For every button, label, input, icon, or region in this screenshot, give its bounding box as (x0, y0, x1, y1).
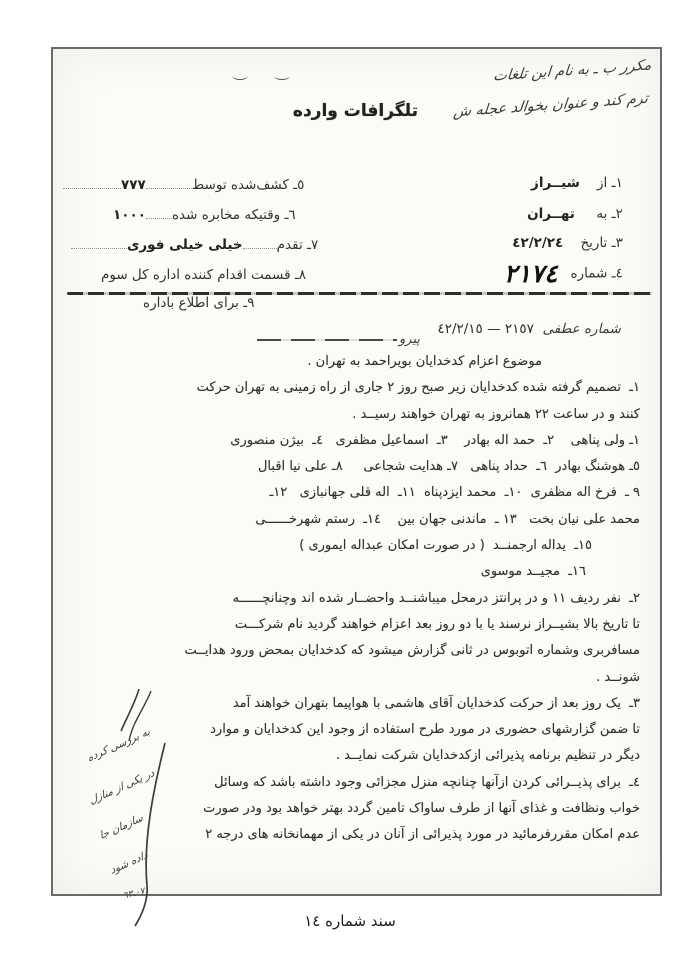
field-deciphered-label: ٥ـ کشف‌شده توسط (191, 177, 305, 193)
field-from-value: شیــراز (531, 175, 580, 191)
body-line: ١ـ ولی پناهی ٢ـ حمد اله بهادر ٣ـ اسماعیل مظفری ٤ـ بیژن منصوری (230, 432, 640, 448)
margin-note-number: ٠٧ـ٦٣ (122, 886, 146, 902)
field-deciphered-value: ٧٧٧ (121, 177, 146, 193)
body-line: کنند و در ساعت ٢٢ همانروز به تهران خواهند رسیــد . (352, 406, 640, 422)
field-number-value: ٢١٧٤ (503, 259, 558, 288)
reference-line (437, 305, 638, 353)
subject-line: موضوع اعزام کدخدایان بویراحمد به تهران . (307, 354, 542, 369)
field-date-label: ٣ـ تاریخ (580, 235, 623, 251)
document-caption: سند شماره ١٤ (304, 912, 396, 930)
reference-label: شماره عطفی (542, 321, 621, 337)
body-line: ١٦ـ مجیــد موسوی (480, 564, 586, 580)
body-line: عدم امکان مقررفرمائید در مورد پذیرائی از آنان در یکی از مهمانخانه های درجه ٢ (205, 827, 640, 843)
body-line: ٣ـ یک روز بعد از حرکت کدخدایان آقای هاشمی با هواپیما بتهران خواهند آمد (232, 695, 640, 711)
body-line: خواب ونظافت و غذای آنها از طرف ساواک تامین گردد بهتر خواهد بود ودر صورت (203, 801, 640, 817)
section-divider (67, 292, 652, 295)
stray-pen-marks (206, 65, 290, 84)
field-number-label: ٤ـ شماره (570, 265, 623, 282)
field-priority-label: ٧ـ تقدم (276, 237, 319, 253)
body-line: تا ضمن گزارشهای حضوری در مورد طرح استفاده از وجود این کدخدایان و موارد (210, 722, 640, 738)
following-label: پیرو (399, 332, 420, 347)
body-line: ٤ـ برای پذیــرائی کردن ازآنها چنانچه منزل مجزائی وجود داشته باشد که وسائل (214, 774, 640, 790)
body-line: تا تاریخ بالا بشیــراز نرسند یا با دو روز بعد اعزام خواهند گردید نام شرکـــت (234, 616, 640, 632)
margin-note-line1: به بررسی کرده (86, 725, 152, 765)
handwritten-note-line2: ترم کند و عنوان بخوالد عجله ش (452, 90, 649, 121)
handwritten-header-note (377, 49, 653, 134)
body-line: ٥ـ هوشنگ بهادر ٦ـ حداد پناهی ٧ـ هدایت شجاعی ٨ـ علی نیا اقبال (257, 459, 640, 475)
body-line: مسافربری وشماره اتوبوس در ثانی گزارش میشود که کدخدایان بمحض ورود هدایــت (184, 643, 640, 659)
field-acting-section-label: ٨ـ قسمت اقدام کننده اداره کل سوم (101, 267, 307, 283)
body-line: شونــد . (596, 669, 640, 685)
field-date-value: ٤٢/٢/٢٤ (512, 235, 564, 251)
field-time-sent-label: ٦ـ وقتیکه مخابره شده (171, 207, 296, 223)
reference-value: ٢١٥٧ — ٤٢/٢/١٥ (437, 321, 534, 337)
margin-note-line3: سازمان جا (98, 811, 145, 843)
field-for-information-label: ٩ـ برای اطلاع باداره (143, 295, 255, 311)
form-title: تلگرافات وارده (292, 101, 418, 121)
handwritten-margin-note (47, 681, 197, 921)
field-from-label: ١ـ از (597, 175, 623, 191)
following-dash-rule (257, 339, 397, 341)
field-to-value: تهــران (527, 206, 575, 222)
telegram-scan (51, 47, 662, 902)
field-for-information (143, 279, 272, 327)
field-priority-value: خیلی خیلی فوری (127, 237, 243, 253)
following-line (257, 332, 420, 347)
body-line: ٢ـ نفر ردیف ١١ و در پرانتز درمحل میباشنــد واحضــار شده اند وچنانچــــــه (232, 590, 640, 606)
handwritten-note-line1: مکرر ب ـ به نام این تلغات (492, 57, 653, 85)
field-time-sent-value: ١٠٠٠ (113, 207, 146, 223)
body-line: ١٥ـ یداله ارجمنــد ( در صورت امکان عبداله ایموری ) (299, 538, 592, 554)
body-line: ١ـ تصمیم گرفته شده کدخدایان زیر صبح روز ٢ جاری از راه زمینی به تهران حرکت (196, 380, 640, 396)
body-line: محمد علی نیان بخت ١٣ ـ ماندنی جهان بین ١٤ـ رستم شهرخــــــی (255, 511, 640, 527)
body-line: دیگر در تنظیم برنامه پذیرائی ازکدخدایان شرکت نمایــد . (335, 748, 640, 764)
field-to-label: ٢ـ به (596, 206, 623, 222)
body-line: ٩ ـ فرخ اله مظفری ١٠ـ محمد ایزدپناه ١١ـ اله قلی جهانبازی ١٢ـ (269, 485, 640, 501)
margin-note-line2: در یکی از منازل (88, 766, 156, 808)
margin-note-line4: داده شود (109, 849, 149, 877)
